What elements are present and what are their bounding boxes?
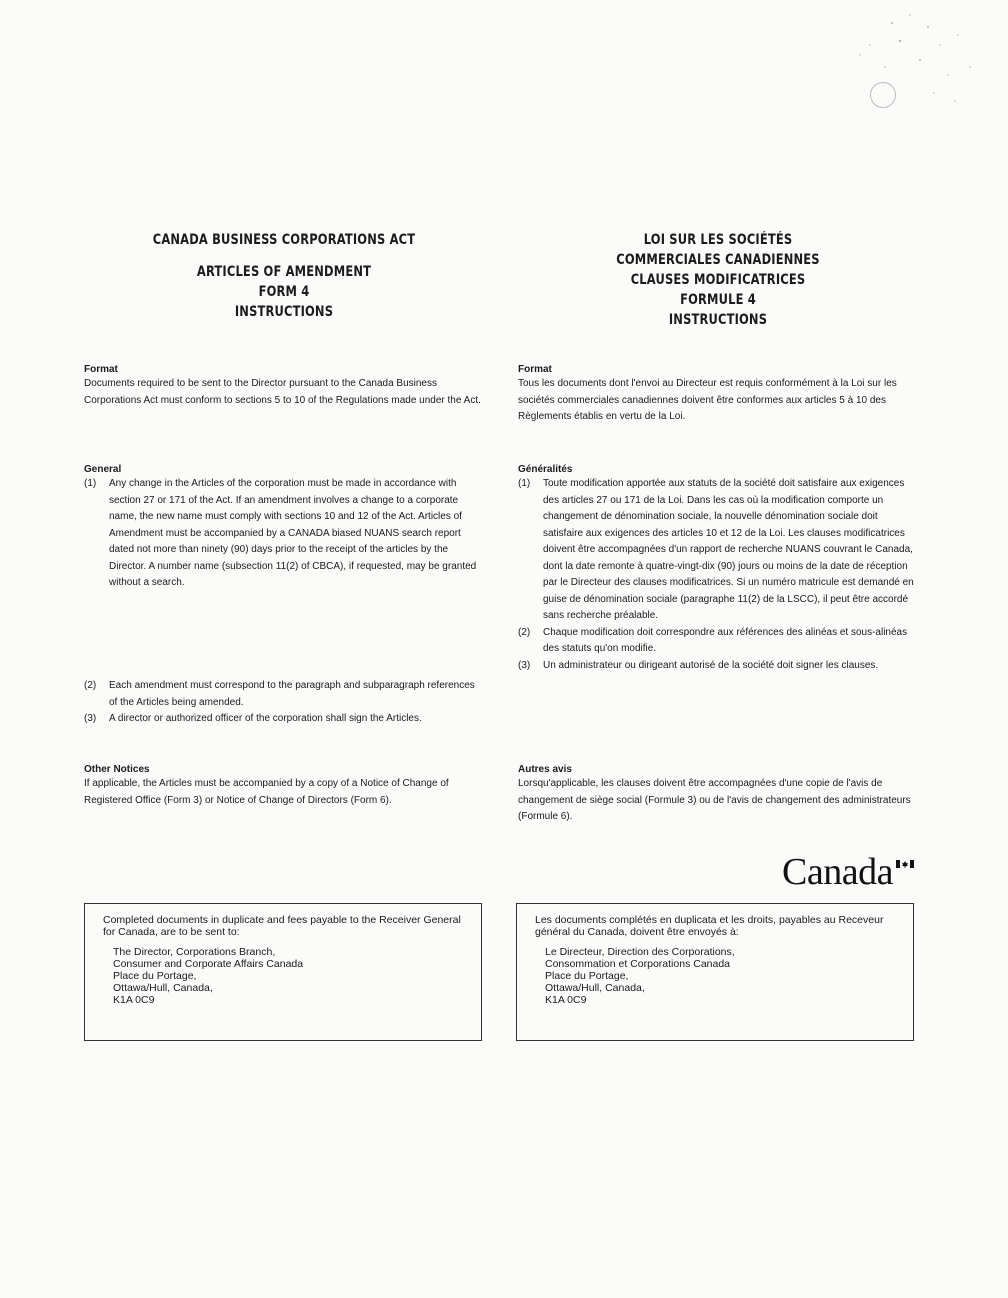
box-intro: Completed documents in duplicate and fees payable to the Receiver General for Canada, are to be sent to: [103, 914, 461, 938]
address-block [535, 946, 895, 1006]
canada-wordmark: Canada [782, 851, 893, 893]
english-title-line: FORM 4 [258, 284, 310, 300]
french-mailing-box [516, 903, 914, 1041]
canada-flag-icon [896, 860, 914, 868]
address-line: Ottawa/Hull, Canada, [113, 982, 213, 994]
section-heading: Format [84, 364, 118, 375]
french-general-section [518, 463, 918, 674]
address-line: Consumer and Corporate Affairs Canada [113, 958, 304, 970]
section-heading: Autres avis [518, 764, 572, 775]
english-title [120, 230, 448, 322]
address-line: The Director, Corporations Branch, [113, 946, 276, 958]
french-title-line: COMMERCIALES CANADIENNES [616, 252, 820, 268]
list-item: (2) Chaque modification doit correspondre aux références des alinéas et sous-alinéas des statuts qu'on modifie. [518, 626, 908, 654]
english-other-notices-section [84, 763, 484, 809]
address-block [103, 946, 463, 1006]
section-heading: Format [518, 364, 552, 375]
english-format-section [84, 363, 484, 409]
french-title-line: FORMULE 4 [680, 292, 756, 308]
section-heading: General [84, 464, 122, 475]
list-item: (2) Each amendment must correspond to the paragraph and subparagraph references of the Articles being amended. [84, 680, 475, 708]
address-line: Le Directeur, Direction des Corporations, [545, 946, 735, 958]
english-mailing-box [84, 903, 482, 1041]
english-general-section-continued [84, 678, 484, 728]
address-line: Place du Portage, [113, 970, 197, 982]
section-text: Documents required to be sent to the Director pursuant to the Canada Business Corporations Act must conform to sections 5 to 10 of the Regulations made under the Act. [84, 378, 481, 406]
french-title-line: INSTRUCTIONS [668, 312, 768, 328]
list-item: (3) Un administrateur ou dirigeant autorisé de la société doit signer les clauses. [518, 659, 879, 671]
scan-speckles [830, 5, 980, 115]
list-item: (1) Toute modification apportée aux statuts de la société doit satisfaire aux exigences des articles 27 ou 171 de la Loi. Dans les cas où la modification comporte un changement de dénomination sociale, la nouvelle dénomination sociale doit satisfaire aux exigences des articles 10 et 12 de la Loi. Les clauses modificatrices doivent être accompagnées d'un rapport de recherche NUANS couvrant le Canada, dont la date remonte à quatre-vingt-dix (90) jours ou moins de la date de réception par le Directeur des clauses modificatrices. Si un numéro matricule est demandé en guise de dénomination sociale (paragraphe 11(2) de la LSCC), il peut être accordé sans recherche préalable. [518, 478, 914, 621]
address-line: Ottawa/Hull, Canada, [545, 982, 645, 994]
french-title [554, 230, 882, 330]
address-line: K1A 0C9 [113, 994, 155, 1006]
english-title-line: INSTRUCTIONS [234, 304, 334, 320]
address-line: Place du Portage, [545, 970, 629, 982]
english-column [84, 230, 484, 806]
french-title-line: LOI SUR LES SOCIÉTÉS [643, 232, 793, 248]
french-column [518, 230, 918, 822]
english-title-line: CANADA BUSINESS CORPORATIONS ACT [152, 232, 416, 248]
list-item: (1) Any change in the Articles of the corporation must be made in accordance with section 27 or 171 of the Act. If an amendment involves a change to a corporate name, the new name must comply with sections 10 and 12 of the Act. Articles of Amendment must be accompanied by a CANADA biased NUANS search report dated not more than ninety (90) days prior to the receipt of the articles by the Director. A number name (subsection 11(2) of CBCA), if requested, may be granted without a search. [84, 478, 477, 588]
french-title-line: CLAUSES MODIFICATRICES [630, 272, 806, 288]
address-line: K1A 0C9 [545, 994, 587, 1006]
box-intro: Les documents complétés en duplicata et les droits, payables au Receveur général du Canada, doivent être envoyés à: [535, 914, 884, 938]
section-text: If applicable, the Articles must be accompanied by a copy of a Notice of Change of Registered Office (Form 3) or Notice of Change of Directors (Form 6). [84, 778, 449, 806]
address-line: Consommation et Corporations Canada [545, 958, 731, 970]
list-item: (3) A director or authorized officer of the corporation shall sign the Articles. [84, 713, 422, 724]
english-title-line: ARTICLES OF AMENDMENT [196, 264, 372, 280]
section-heading: Généralités [518, 464, 573, 475]
section-text: Tous les documents dont l'envoi au Directeur est requis conformément à la Loi sur les sociétés commerciales canadiennes doivent être conformes aux articles 5 à 10 des Règlements établis en vertu de la Loi. [518, 378, 897, 422]
english-general-section [84, 463, 484, 592]
stamp-circle [870, 82, 896, 108]
section-text: Lorsqu'applicable, les clauses doivent être accompagnées d'une copie de l'avis de changement de siège social (Formule 3) ou de l'avis de changement des administrateurs (Formule 6). [518, 778, 911, 822]
french-format-section [518, 363, 918, 426]
section-heading: Other Notices [84, 764, 150, 775]
french-other-notices-section [518, 763, 918, 826]
